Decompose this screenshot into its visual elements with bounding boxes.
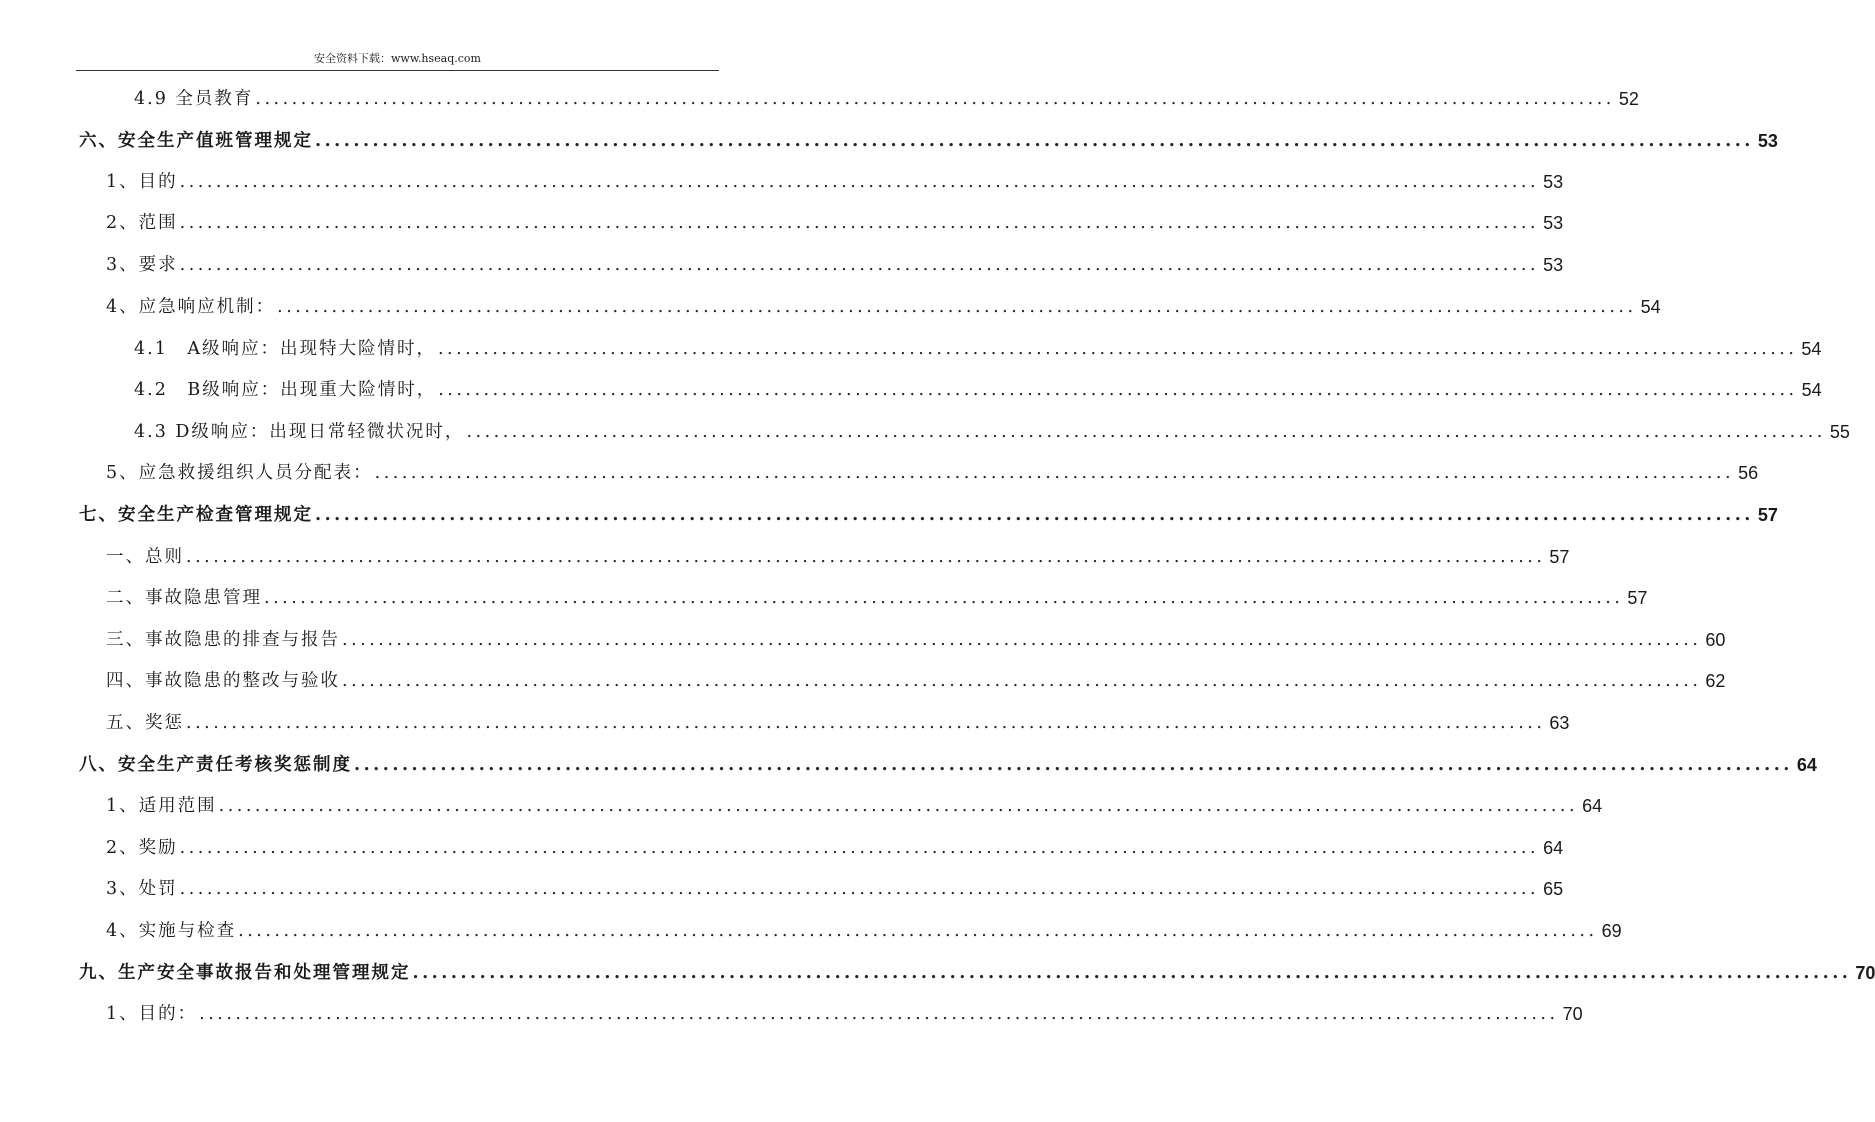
toc-entry[interactable] (106, 916, 1622, 942)
toc-page-number: 54 (1801, 339, 1822, 359)
toc-leader-dots: ...................................................................................................................................................... (437, 339, 1798, 359)
toc-leader-dots: ...................................................................................................................................................... (277, 297, 1637, 317)
toc-leader-dots: ...................................................................................................................................................... (342, 671, 1702, 691)
toc-leader-dots: ...................................................................................................................................................... (179, 838, 1540, 858)
toc-entry-title: 4、应急响应机制： (106, 297, 276, 317)
toc-entry-title: 九、生产安全事故报告和处理管理规定 (79, 963, 411, 983)
toc-leader-dots: ...................................................................................................................................................... (374, 463, 1735, 483)
toc-entry[interactable] (106, 999, 1583, 1025)
toc-leader-dots: ...................................................................................................................................................... (438, 380, 1798, 400)
toc-leader-dots: ...................................................................................................................................................... (466, 422, 1826, 442)
toc-entry[interactable] (106, 874, 1564, 900)
toc-entry-title: 2、范围 (106, 213, 178, 233)
toc-page-number: 54 (1801, 380, 1822, 400)
toc-entry-title: 5、应急救援组织人员分配表： (106, 463, 373, 483)
toc-page-number: 57 (1627, 588, 1648, 608)
toc-entry[interactable] (106, 208, 1564, 234)
toc-leader-dots: ...................................................................................................................................................... (315, 131, 1754, 151)
toc-entry-title: 二、事故隐患管理 (106, 588, 262, 608)
toc-page-number: 65 (1543, 879, 1564, 899)
toc-page-number: 70 (1562, 1004, 1583, 1024)
toc-entry[interactable] (106, 542, 1570, 568)
toc-leader-dots: ...................................................................................................................................................... (218, 796, 1579, 816)
toc-page-number: 60 (1705, 630, 1726, 650)
toc-page-number: 57 (1549, 547, 1570, 567)
toc-chapter-8[interactable] (79, 750, 1817, 776)
toc-chapter-9[interactable] (79, 958, 1875, 984)
toc-entry[interactable] (106, 708, 1570, 734)
toc-entry[interactable] (106, 791, 1603, 817)
toc-leader-dots: ...................................................................................................................................................... (186, 713, 1546, 733)
toc-entry-title: 1、适用范围 (106, 796, 217, 816)
toc-leader-dots: ...................................................................................................................................................... (354, 755, 1793, 775)
toc-entry-title: 2、奖励 (106, 838, 178, 858)
toc-page-number: 52 (1618, 89, 1639, 109)
toc-entry-4-9[interactable] (134, 84, 1639, 110)
toc-leader-dots: ...................................................................................................................................................... (412, 963, 1852, 983)
toc-entry-title: 六、安全生产值班管理规定 (79, 131, 313, 151)
toc-leader-dots: ...................................................................................................................................................... (179, 255, 1540, 275)
toc-entry[interactable] (134, 334, 1822, 360)
toc-entry-title: 4.1 A级响应：出现特大险情时， (134, 339, 436, 359)
toc-chapter-6[interactable] (79, 126, 1778, 152)
toc-page-number: 62 (1705, 671, 1726, 691)
page-header: 安全资料下载：www.hseaq.com (314, 52, 481, 65)
toc-entry[interactable] (134, 417, 1850, 443)
toc-entry[interactable] (106, 583, 1648, 609)
toc-page-number: 57 (1757, 505, 1778, 525)
toc-page-number: 70 (1855, 963, 1875, 983)
toc-page-number: 53 (1757, 131, 1778, 151)
toc-page-number: 53 (1543, 255, 1564, 275)
toc-page-number: 63 (1549, 713, 1570, 733)
toc-entry-title: 八、安全生产责任考核奖惩制度 (79, 755, 352, 775)
toc-page-number: 55 (1829, 422, 1850, 442)
toc-entry[interactable] (106, 250, 1564, 276)
toc-entry-title: 五、奖惩 (106, 713, 184, 733)
toc-entry[interactable] (106, 625, 1726, 651)
toc-leader-dots: ...................................................................................................................................................... (264, 588, 1624, 608)
toc-entry-title: 4.2 B级响应：出现重大险情时， (134, 380, 437, 400)
toc-entry-title: 七、安全生产检查管理规定 (79, 505, 313, 525)
toc-page-number: 54 (1640, 297, 1661, 317)
toc-entry[interactable] (106, 833, 1564, 859)
toc-leader-dots: ...................................................................................................................................................... (186, 547, 1546, 567)
toc-page-number: 53 (1543, 172, 1564, 192)
toc-entry[interactable] (106, 167, 1564, 193)
toc-leader-dots: ...................................................................................................................................................... (255, 89, 1615, 109)
toc-entry-title: 1、目的 (106, 172, 178, 192)
toc-entry-title: 4、实施与检查 (106, 921, 237, 941)
toc-entry[interactable] (106, 666, 1726, 692)
toc-page-number: 53 (1543, 213, 1564, 233)
toc-page-number: 64 (1543, 838, 1564, 858)
toc-entry-title: 3、处罚 (106, 879, 178, 899)
toc-entry-title: 1、目的： (106, 1004, 198, 1024)
toc-entry-title: 4.9 全员教育 (134, 89, 254, 109)
toc-entry-title: 四、事故隐患的整改与验收 (106, 671, 340, 691)
toc-page-number: 69 (1601, 921, 1622, 941)
toc-entry-title: 一、总则 (106, 547, 184, 567)
toc-leader-dots: ...................................................................................................................................................... (179, 172, 1540, 192)
toc-leader-dots: ...................................................................................................................................................... (199, 1004, 1559, 1024)
toc-leader-dots: ...................................................................................................................................................... (179, 213, 1540, 233)
toc-chapter-7[interactable] (79, 500, 1778, 526)
toc-leader-dots: ...................................................................................................................................................... (238, 921, 1598, 941)
toc-leader-dots: ...................................................................................................................................................... (315, 505, 1754, 525)
toc-entry[interactable] (134, 375, 1822, 401)
toc-entry-title: 3、要求 (106, 255, 178, 275)
toc-leader-dots: ...................................................................................................................................................... (342, 630, 1702, 650)
toc-entry-title: 三、事故隐患的排查与报告 (106, 630, 340, 650)
toc-entry[interactable] (106, 458, 1759, 484)
toc-page-number: 64 (1796, 755, 1817, 775)
toc-entry[interactable] (106, 292, 1661, 318)
toc-page-number: 56 (1738, 463, 1759, 483)
toc-leader-dots: ...................................................................................................................................................... (179, 879, 1540, 899)
toc-page-number: 64 (1582, 796, 1603, 816)
toc-entry-title: 4.3 D级响应：出现日常轻微状况时， (134, 422, 465, 442)
